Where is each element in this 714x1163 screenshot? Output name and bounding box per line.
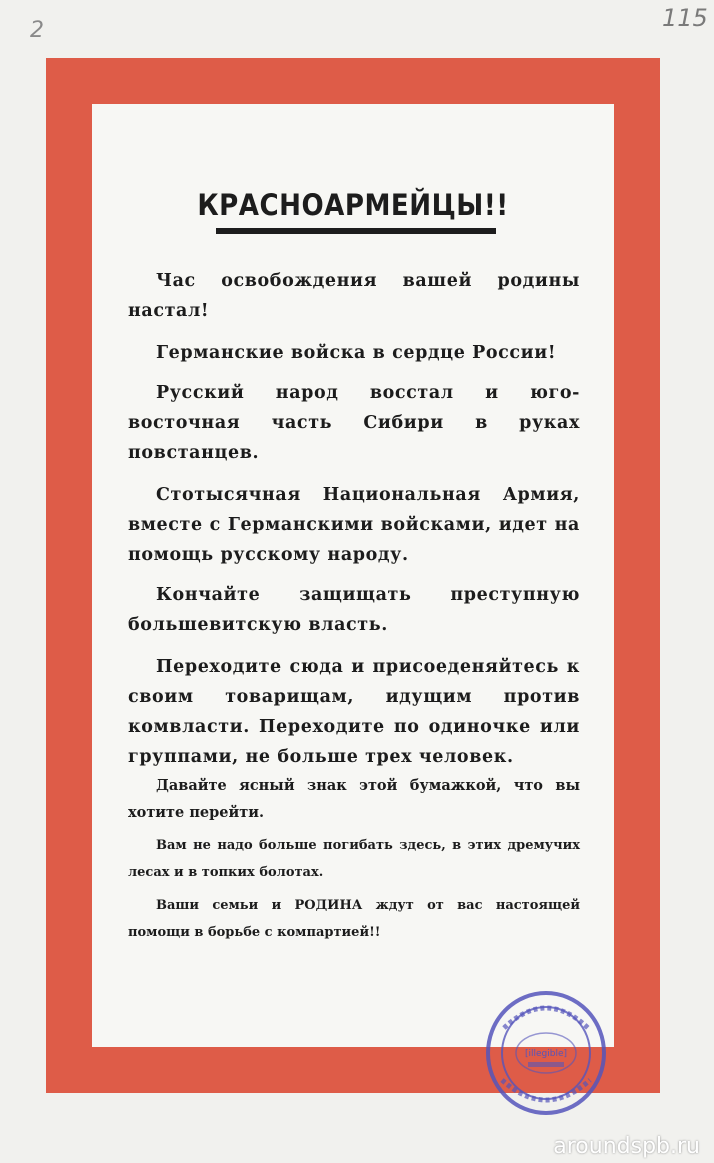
- library-stamp-icon: [484, 988, 608, 1118]
- leaflet-body: [128, 266, 580, 946]
- leaflet-title: КРАСНОАРМЕЙЦЫ!!: [197, 188, 509, 222]
- paragraph: Переходите сюда и присоеденяйтесь к своим товарищам, идущим против комвласти. Переходите по одиночке или группами, не больше трех человек.: [128, 657, 580, 767]
- watermark: aroundspb.ru: [553, 1134, 700, 1159]
- paragraph: Ваши семьи и РОДИНА ждут от вас настоящей помощи в борьбе с компартией!!: [128, 898, 580, 940]
- leaflet-sheet: [92, 104, 614, 1047]
- stamp-text: [illegible]: [524, 1049, 568, 1059]
- paragraph: Русский народ восстал и юго-восточная часть Сибири в руках повстанцев.: [128, 383, 580, 463]
- archive-number: 115: [662, 4, 708, 32]
- paragraph: Кончайте защищать преступную большевитскую власть.: [128, 585, 580, 635]
- paragraph: Давайте ясный знак этой бумажкой, что вы хотите перейти.: [128, 777, 580, 821]
- paragraph: Час освобождения вашей родины настал!: [128, 271, 580, 321]
- pencil-mark-left: 2: [30, 18, 44, 43]
- title-underline: [216, 228, 496, 234]
- paragraph: Германские войска в сердце России!: [156, 343, 557, 363]
- paragraph: Стотысячная Национальная Армия, вместе с Германскими войсками, идет на помощь русскому народу.: [128, 485, 580, 565]
- paragraph: Вам не надо больше погибать здесь, в этих дремучих лесах и в топких болотах.: [128, 838, 580, 880]
